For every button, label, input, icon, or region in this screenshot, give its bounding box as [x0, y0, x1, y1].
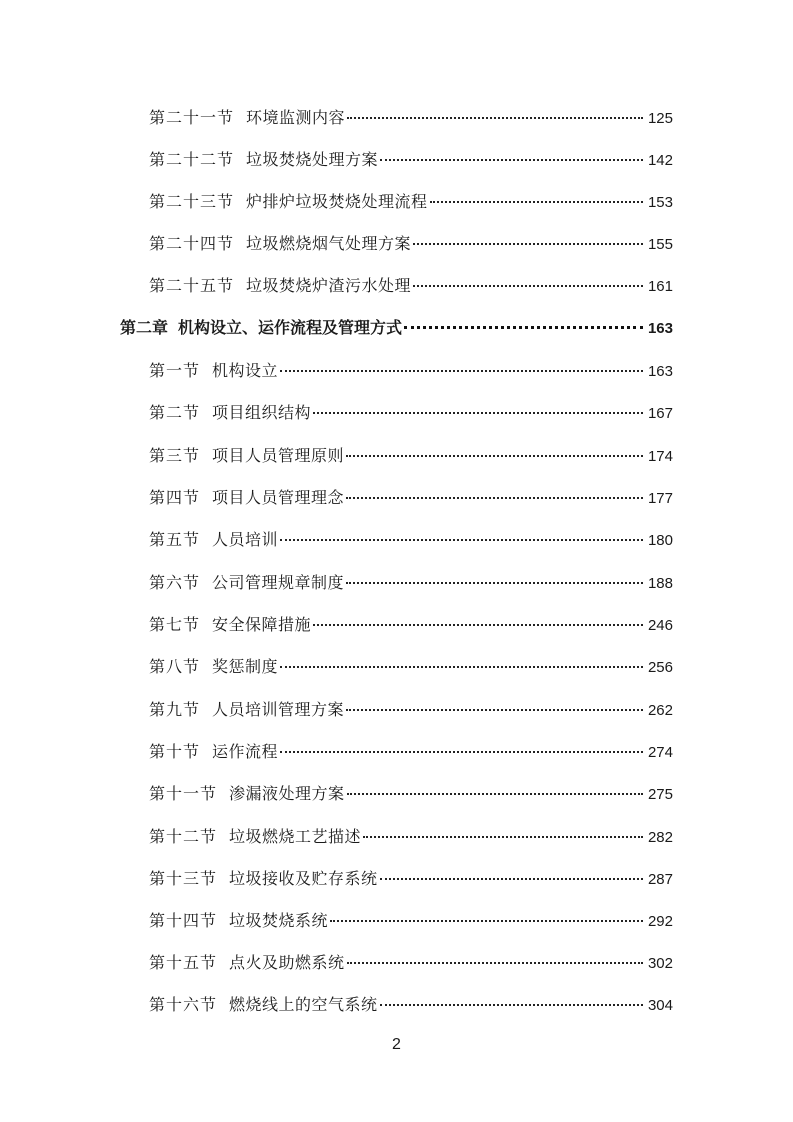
toc-entry-title: 人员培训: [212, 530, 279, 549]
page-number: 2: [392, 1036, 401, 1053]
dot-leader: [380, 1004, 643, 1006]
toc-entry-number: 第十四节: [149, 911, 218, 930]
toc-entry-title: 渗漏液处理方案: [229, 784, 345, 803]
toc-entry-page: 142: [647, 152, 673, 169]
toc-entry-page: 180: [647, 532, 673, 549]
toc-entry-number: 第六节: [149, 573, 201, 592]
toc-entry[interactable]: [149, 106, 673, 130]
toc-entry-page: 282: [647, 829, 673, 846]
toc-entry-number: 第三节: [149, 446, 201, 465]
toc-entry-title: 奖惩制度: [212, 657, 279, 676]
toc-entry[interactable]: [149, 232, 673, 256]
toc-entry[interactable]: [149, 528, 673, 552]
toc-entry-title: 垃圾焚烧炉渣污水处理: [246, 276, 412, 295]
toc-entry-title: 项目组织结构: [212, 403, 312, 422]
toc-entry[interactable]: [149, 613, 673, 637]
dot-leader: [380, 159, 643, 161]
toc-chapter-entry[interactable]: [120, 316, 673, 340]
toc-entry-page: 161: [647, 278, 673, 295]
toc-entry-title: 垃圾焚烧系统: [229, 911, 329, 930]
toc-entry-number: 第四节: [149, 488, 201, 507]
toc-entry-page: 262: [647, 702, 673, 719]
dot-leader: [347, 117, 643, 119]
toc-entry[interactable]: [149, 951, 673, 975]
toc-entry-page: 188: [647, 575, 673, 592]
toc-entry-page: 153: [647, 194, 673, 211]
toc-entry[interactable]: [149, 571, 673, 595]
toc-entry[interactable]: [149, 825, 673, 849]
toc-entry-number: 第七节: [149, 615, 201, 634]
dot-leader: [346, 709, 643, 711]
toc-entry-page: 167: [647, 405, 673, 422]
toc-entry-title: 环境监测内容: [246, 108, 346, 127]
toc-entry[interactable]: [149, 444, 673, 468]
toc-entry-title: 机构设立: [212, 361, 279, 380]
toc-entry-number: 第一节: [149, 361, 201, 380]
toc-entry[interactable]: [149, 359, 673, 383]
toc-entry-number: 第二章: [120, 318, 169, 337]
dot-leader: [347, 962, 643, 964]
toc-entry-title: 垃圾焚烧处理方案: [246, 150, 379, 169]
toc-entry-page: 275: [647, 786, 673, 803]
toc-entry[interactable]: [149, 698, 673, 722]
toc-entry-page: 304: [647, 997, 673, 1014]
toc-entry[interactable]: [149, 740, 673, 764]
toc-entry[interactable]: [149, 148, 673, 172]
toc-entry[interactable]: [149, 993, 673, 1017]
toc-entry-number: 第八节: [149, 657, 201, 676]
toc-entry-page: 125: [647, 110, 673, 127]
toc-entry-page: 274: [647, 744, 673, 761]
toc-entry-number: 第五节: [149, 530, 201, 549]
toc-entry-number: 第二十三节: [149, 192, 235, 211]
toc-entry[interactable]: [149, 401, 673, 425]
toc-entry-page: 302: [647, 955, 673, 972]
dot-leader: [404, 326, 643, 329]
toc-entry-page: 177: [647, 490, 673, 507]
toc-entry-page: 155: [647, 236, 673, 253]
dot-leader: [380, 878, 643, 880]
toc-entry[interactable]: [149, 655, 673, 679]
dot-leader: [413, 285, 643, 287]
dot-leader: [280, 539, 643, 541]
toc-entry-title: 垃圾燃烧工艺描述: [229, 827, 362, 846]
toc-entry-number: 第十五节: [149, 953, 218, 972]
dot-leader: [313, 624, 643, 626]
toc-entry-number: 第十一节: [149, 784, 218, 803]
toc-entry-number: 第二十一节: [149, 108, 235, 127]
dot-leader: [430, 201, 643, 203]
dot-leader: [413, 243, 643, 245]
toc-entry-title: 点火及助燃系统: [229, 953, 345, 972]
dot-leader: [280, 370, 643, 372]
toc-entry-number: 第十六节: [149, 995, 218, 1014]
toc-entry[interactable]: [149, 486, 673, 510]
dot-leader: [330, 920, 643, 922]
dot-leader: [347, 793, 643, 795]
toc-entry-title: 炉排炉垃圾焚烧处理流程: [246, 192, 428, 211]
toc-entry-page: 287: [647, 871, 673, 888]
toc-entry-number: 第二十五节: [149, 276, 235, 295]
dot-leader: [346, 455, 643, 457]
toc-entry-page: 246: [647, 617, 673, 634]
toc-entry[interactable]: [149, 274, 673, 298]
toc-entry[interactable]: [149, 190, 673, 214]
toc-entry-title: 燃烧线上的空气系统: [229, 995, 378, 1014]
toc-entry-title: 项目人员管理理念: [212, 488, 345, 507]
toc-entry-page: 163: [647, 363, 673, 380]
toc-entry-title: 人员培训管理方案: [212, 700, 345, 719]
dot-leader: [346, 497, 643, 499]
toc-entry-page: 163: [647, 320, 673, 337]
toc-entry-title: 安全保障措施: [212, 615, 312, 634]
toc-entry-title: 项目人员管理原则: [212, 446, 345, 465]
dot-leader: [346, 582, 643, 584]
toc-entry-number: 第二十四节: [149, 234, 235, 253]
dot-leader: [313, 412, 643, 414]
toc-entry-number: 第二十二节: [149, 150, 235, 169]
toc-entry[interactable]: [149, 867, 673, 891]
toc-entry[interactable]: [149, 782, 673, 806]
toc-entry-number: 第九节: [149, 700, 201, 719]
toc-entry-number: 第二节: [149, 403, 201, 422]
toc-entry-number: 第十节: [149, 742, 201, 761]
toc-entry-page: 292: [647, 913, 673, 930]
toc-entry-title: 运作流程: [212, 742, 279, 761]
toc-entry-number: 第十二节: [149, 827, 218, 846]
toc-entry-page: 174: [647, 448, 673, 465]
toc-entry-title: 公司管理规章制度: [212, 573, 345, 592]
dot-leader: [280, 751, 643, 753]
dot-leader: [280, 666, 643, 668]
dot-leader: [363, 836, 643, 838]
toc-entry-page: 256: [647, 659, 673, 676]
toc-entry-number: 第十三节: [149, 869, 218, 888]
toc-entry-title: 垃圾燃烧烟气处理方案: [246, 234, 412, 253]
toc-entry-title: 垃圾接收及贮存系统: [229, 869, 378, 888]
toc-entry-title: 机构设立、运作流程及管理方式: [178, 318, 403, 337]
toc-entry[interactable]: [149, 909, 673, 933]
